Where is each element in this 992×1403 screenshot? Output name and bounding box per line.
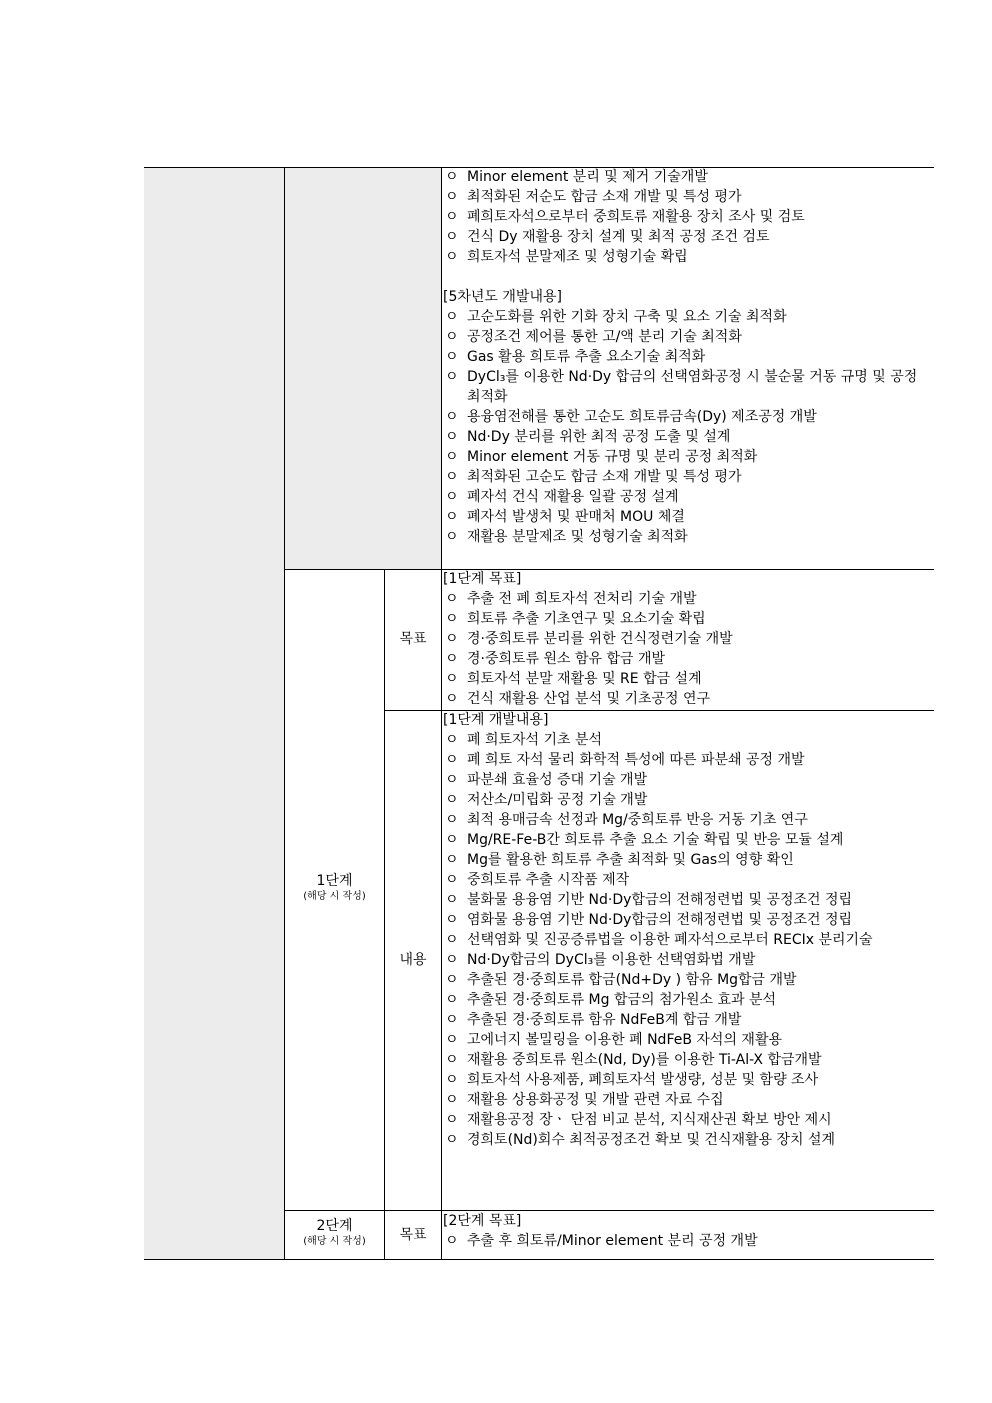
list-item [443,327,933,347]
list-item [443,790,933,810]
bullet-icon: ㅇ [445,1032,459,1048]
list-item-text: 추출된 경·중희토류 Mg 합금의 첨가원소 효과 분석 [467,992,777,1008]
list-item-text: 선택염화 및 진공증류법을 이용한 폐자석으로부터 RECIx 분리기술 [467,932,873,948]
list-item [443,950,933,970]
stage1-label [285,872,384,904]
bullet-icon: ㅇ [445,772,459,788]
list-item [443,1110,933,1130]
year5-heading: [5차년도 개발내용] [443,289,562,305]
list-item [443,367,933,407]
bullet-icon: ㅇ [445,611,459,627]
list-item-text: 용융염전해를 통한 고순도 희토류금속(Dy) 제조공정 개발 [467,409,817,425]
list-item-text: 추출된 경·중희토류 합금(Nd+Dy ) 함유 Mg합금 개발 [467,972,797,988]
bullet-icon: ㅇ [445,529,459,545]
bullet-icon: ㅇ [445,832,459,848]
bullet-icon: ㅇ [445,1233,459,1249]
list-item [443,910,933,930]
stage2-goal-label: 목표 [399,1227,427,1243]
bullet-icon: ㅇ [445,1072,459,1088]
list-item-text: 경희토(Nd)회수 최적공정조건 확보 및 건식재활용 장치 설계 [467,1132,836,1148]
list-item [443,1050,933,1070]
list-item-text: 폐자석 건식 재활용 일괄 공정 설계 [467,489,679,505]
bullet-icon: ㅇ [445,169,459,185]
list-item-text: 최적화된 저순도 합금 소재 개발 및 특성 평가 [467,189,742,205]
bullet-icon: ㅇ [445,651,459,667]
list-item [443,1090,933,1110]
list-item-text: 최적화된 고순도 합금 소재 개발 및 특성 평가 [467,469,742,485]
list-item [443,770,933,790]
list-item-text: 경·중희토류 분리를 위한 건식정련기술 개발 [467,631,733,647]
list-item [443,850,933,870]
list-item [443,407,933,427]
bullet-icon: ㅇ [445,792,459,808]
bullet-icon: ㅇ [445,349,459,365]
top-section-content [443,167,933,547]
bullet-icon: ㅇ [445,671,459,687]
list-item [443,649,933,669]
bullet-icon: ㅇ [445,249,459,265]
bullet-icon: ㅇ [445,992,459,1008]
list-item-text: 폐희토자석으로부터 중희토류 재활용 장치 조사 및 검토 [467,209,805,225]
bullet-icon: ㅇ [445,691,459,707]
list-item [443,1030,933,1050]
stage1-content-label: 내용 [399,952,427,968]
list-item-text: 공정조건 제어를 통한 고/액 분리 기술 최적화 [467,329,742,345]
list-item [443,447,933,467]
stage1-goal-content [443,569,933,709]
bullet-icon: ㅇ [445,409,459,425]
stage2-label [285,1217,384,1249]
list-item-text: 희토자석 분말 재활용 및 RE 합금 설계 [467,671,702,687]
list-item [443,810,933,830]
list-item [443,467,933,487]
list-item-text: 염화물 용융염 기반 Nd·Dy합금의 전해정련법 및 공정조건 정립 [467,912,853,928]
list-item-text: 건식 Dy 재활용 장치 설계 및 최적 공정 조건 검토 [467,229,770,245]
list-item-text: 폐 희토자석 기초 분석 [467,732,603,748]
list-item-text: 파분쇄 효율성 증대 기술 개발 [467,772,648,788]
list-item [443,227,933,247]
table-bottom-border [144,1259,934,1260]
list-item [443,1010,933,1030]
list-item-text: 재활용공정 장ㆍ 단점 비교 분석, 지식재산권 확보 방안 제시 [467,1112,832,1128]
list-item-text: 고순도화를 위한 기화 장치 구축 및 요소 기술 최적화 [467,309,787,325]
list-item [443,730,933,750]
bullet-icon: ㅇ [445,752,459,768]
bullet-icon: ㅇ [445,591,459,607]
list-item-text: 재활용 분말제조 및 성형기술 최적화 [467,529,688,545]
list-item-text: 불화물 용융염 기반 Nd·Dy합금의 전해정련법 및 공정조건 정립 [467,892,853,908]
list-item-text: 희토류 추출 기초연구 및 요소기술 확립 [467,611,706,627]
list-item-text: Mg/RE-Fe-B간 희토류 추출 요소 기술 확립 및 반응 모듈 설계 [467,832,844,848]
list-item [443,689,933,709]
list-item-text: 추출 후 희토류/Minor element 분리 공정 개발 [467,1233,758,1249]
list-item [443,1130,933,1150]
list-item [443,1070,933,1090]
bullet-icon: ㅇ [445,972,459,988]
list-item [443,750,933,770]
bullet-icon: ㅇ [445,329,459,345]
bullet-icon: ㅇ [445,209,459,225]
bullet-icon: ㅇ [445,952,459,968]
bullet-icon: ㅇ [445,812,459,828]
bullet-icon: ㅇ [445,189,459,205]
bullet-icon: ㅇ [445,932,459,948]
bullet-icon: ㅇ [445,469,459,485]
stage1-note: (해당 시 작성) [303,891,366,902]
bullet-icon: ㅇ [445,1092,459,1108]
bullet-icon: ㅇ [445,369,459,385]
bullet-icon: ㅇ [445,1052,459,1068]
list-item-text: 희토자석 분말제조 및 성형기술 확립 [467,249,688,265]
stage1-goal-heading: [1단계 목표] [443,571,522,587]
col-border-1 [284,167,285,1260]
list-item [443,167,933,187]
bullet-icon: ㅇ [445,852,459,868]
list-item-text: DyCl₃를 이용한 Nd·Dy 합금의 선택염화공정 시 불순물 거동 규명 및 공정 최적화 [467,369,918,405]
list-item-text: 희토자석 사용제품, 폐희토자석 발생량, 성분 및 함량 조사 [467,1072,819,1088]
list-item-text: 중희토류 추출 시작품 제작 [467,872,630,888]
list-item [443,427,933,447]
list-item [443,830,933,850]
list-item [443,187,933,207]
bullet-icon: ㅇ [445,912,459,928]
stage2-name: 2단계 [316,1218,353,1234]
list-item [443,890,933,910]
bullet-icon: ㅇ [445,892,459,908]
bullet-icon: ㅇ [445,631,459,647]
col-border-3 [441,167,442,1260]
list-item [443,930,933,950]
bullet-icon: ㅇ [445,1132,459,1148]
stage2-goal-heading: [2단계 목표] [443,1213,522,1229]
stage1-name: 1단계 [316,873,353,889]
list-item-text: Mg를 활용한 희토류 추출 최적화 및 Gas의 영향 확인 [467,852,794,868]
list-item [443,669,933,689]
list-item [443,487,933,507]
list-item-text: 재활용 상용화공정 및 개발 관련 자료 수집 [467,1092,724,1108]
stage2-goal-content [443,1211,933,1251]
bullet-icon: ㅇ [445,732,459,748]
list-item [443,589,933,609]
col-border-2 [384,569,385,1260]
list-item [443,629,933,649]
bullet-icon: ㅇ [445,309,459,325]
list-item [443,1231,933,1251]
stage1-content-content [443,710,933,1150]
bullet-icon: ㅇ [445,872,459,888]
bullet-icon: ㅇ [445,509,459,525]
list-item-text: Minor element 분리 및 제거 기술개발 [467,169,708,185]
list-item [443,307,933,327]
stage2-note: (해당 시 작성) [303,1236,366,1247]
previous-stage-cell [285,168,441,569]
list-item [443,527,933,547]
bullet-icon: ㅇ [445,449,459,465]
list-item [443,347,933,367]
category-cell [144,168,284,1259]
list-item-text: 최적 용매금속 선정과 Mg/중희토류 반응 거동 기초 연구 [467,812,808,828]
list-item-text: 경·중희토류 원소 함유 합금 개발 [467,651,666,667]
list-item-text: 저산소/미립화 공정 기술 개발 [467,792,648,808]
bullet-icon: ㅇ [445,1012,459,1028]
bullet-icon: ㅇ [445,229,459,245]
list-item [443,970,933,990]
list-item [443,609,933,629]
list-item-text: 건식 재활용 산업 분석 및 기초공정 연구 [467,691,711,707]
list-item-text: Nd·Dy 분리를 위한 최적 공정 도출 및 설계 [467,429,731,445]
bullet-icon: ㅇ [445,489,459,505]
list-item [443,207,933,227]
stage1-goal-label: 목표 [399,631,427,647]
list-item-text: Nd·Dy합금의 DyCl₃를 이용한 선택염화법 개발 [467,952,756,968]
bullet-icon: ㅇ [445,1112,459,1128]
list-item-text: 재활용 중희토류 원소(Nd, Dy)를 이용한 Ti-Al-X 합금개발 [467,1052,822,1068]
list-item-text: 추출 전 폐 희토자석 전처리 기술 개발 [467,591,697,607]
list-item-text: Minor element 거동 규명 및 분리 공정 최적화 [467,449,758,465]
list-item-text: 고에너지 볼밀링을 이용한 폐 NdFeB 자석의 재활용 [467,1032,782,1048]
list-item-text: Gas 활용 희토류 추출 요소기술 최적화 [467,349,706,365]
list-item-text: 폐 희토 자석 물리 화학적 특성에 따른 파분쇄 공정 개발 [467,752,805,768]
stage1-content-heading: [1단계 개발내용] [443,712,549,728]
list-item [443,870,933,890]
list-item [443,990,933,1010]
list-item-text: 추출된 경·중희토류 함유 NdFeB계 합금 개발 [467,1012,742,1028]
list-item [443,247,933,267]
bullet-icon: ㅇ [445,429,459,445]
list-item [443,507,933,527]
list-item-text: 폐자석 발생처 및 판매처 MOU 체결 [467,509,685,525]
